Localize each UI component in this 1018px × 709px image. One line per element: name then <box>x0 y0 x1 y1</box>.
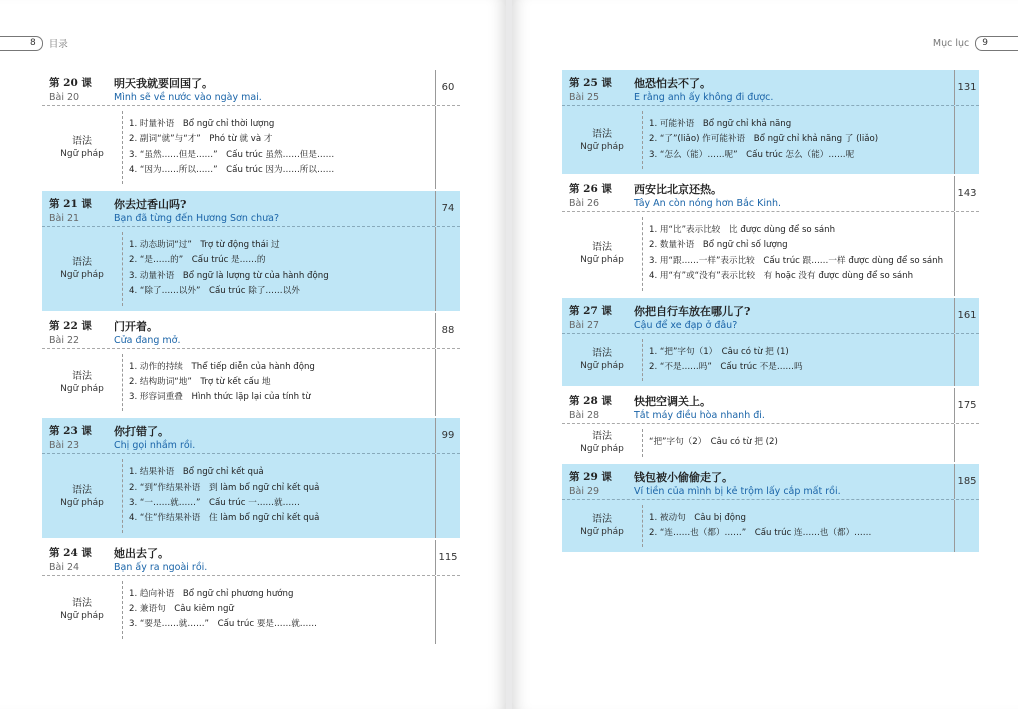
grammar-section <box>42 106 460 189</box>
grammar-list <box>642 111 954 169</box>
grammar-item: 2. 数量补语 Bổ ngữ chỉ số lượng <box>649 240 788 251</box>
lesson-entry[interactable] <box>42 313 460 417</box>
grammar-label-zh: 语法 <box>592 348 612 360</box>
lesson-number-zh: 第 24 课 <box>49 546 92 559</box>
grammar-label <box>562 334 642 387</box>
lesson-number <box>562 388 634 423</box>
grammar-item: 4. “除了……以外” Cấu trúc 除了……以外 <box>129 286 300 297</box>
lesson-title-vi: Mình sẽ về nước vào ngày mai. <box>114 92 262 103</box>
lesson-number-vi: Bài 20 <box>49 92 80 103</box>
grammar-label-zh: 语法 <box>592 431 612 443</box>
lesson-title-zh: 门开着。 <box>114 319 158 333</box>
lesson-page-number: 185 <box>954 464 979 499</box>
grammar-item: 3. “一……就……” Cấu trúc 一……就…… <box>129 498 300 509</box>
table-of-contents-right <box>562 70 979 554</box>
lesson-number-vi: Bài 23 <box>49 440 80 452</box>
grammar-label <box>562 424 642 461</box>
grammar-item: 2. “是……的” Cấu trúc 是……的 <box>129 255 266 266</box>
lesson-number-vi: Bài 22 <box>49 334 80 346</box>
page-number: 9 <box>975 36 1018 51</box>
grammar-item: 4. “因为……所以……” Cấu trúc 因为……所以…… <box>129 164 335 175</box>
lesson-page-number: 88 <box>435 313 460 348</box>
grammar-label <box>562 500 642 553</box>
lesson-title <box>114 540 435 575</box>
grammar-label-zh: 语法 <box>592 514 612 526</box>
grammar-list <box>642 429 954 456</box>
lesson-title <box>634 298 954 333</box>
lesson-title <box>634 70 954 105</box>
grammar-item: 1. “把”字句（1） Câu có từ 把 (1) <box>649 346 789 357</box>
grammar-item: 1. 趋向补语 Bổ ngữ chỉ phương hướng <box>129 588 294 599</box>
lesson-number <box>42 70 114 105</box>
page-number: 8 <box>0 36 43 51</box>
grammar-section <box>42 454 460 537</box>
lesson-title-zh: 明天我就要回国了。 <box>114 77 213 90</box>
grammar-item: 1. 时量补语 Bổ ngữ chỉ thời lượng <box>129 119 275 129</box>
grammar-item: 1. 动作的持续 Thể tiếp diễn của hành động <box>129 361 315 372</box>
grammar-list <box>122 232 435 305</box>
grammar-item: 2. “了”(liǎo) 作可能补语 Bổ ngữ chỉ khả năng 了 (liǎo) <box>649 134 879 145</box>
lesson-number-zh: 第 25 课 <box>569 77 612 89</box>
grammar-list <box>122 459 435 532</box>
grammar-item: 3. 动量补语 Bổ ngữ là lượng từ của hành động <box>129 270 329 281</box>
grammar-item: 1. 可能补语 Bổ ngữ chỉ khả năng <box>649 119 792 129</box>
lesson-title <box>114 70 435 105</box>
lesson-number <box>562 70 634 105</box>
lesson-entry[interactable] <box>42 191 460 310</box>
grammar-label-vi: Ngữ pháp <box>580 361 624 372</box>
grammar-label-vi: Ngữ pháp <box>60 497 104 508</box>
grammar-label <box>562 212 642 296</box>
lesson-number-vi: Bài 28 <box>569 410 600 422</box>
lesson-title-zh: 快把空调关上。 <box>634 395 711 409</box>
grammar-section <box>562 334 979 387</box>
lesson-number-vi: Bài 21 <box>49 213 80 225</box>
lesson-entry[interactable] <box>42 540 460 644</box>
grammar-label-zh: 语法 <box>72 136 92 148</box>
grammar-item: 2. 兼语句 Câu kiêm ngữ <box>129 603 234 614</box>
lesson-number-zh: 第 21 课 <box>49 198 92 211</box>
lesson-entry[interactable] <box>562 388 979 461</box>
grammar-label-zh: 语法 <box>72 484 92 496</box>
grammar-section <box>42 576 460 644</box>
grammar-label <box>42 454 122 537</box>
lesson-entry[interactable] <box>562 464 979 553</box>
lesson-entry[interactable] <box>562 298 979 387</box>
page-column-divider <box>954 106 979 174</box>
lesson-number <box>42 313 114 348</box>
lesson-title <box>114 418 435 453</box>
lesson-number <box>562 176 634 211</box>
grammar-section <box>42 349 460 417</box>
lesson-title-vi: Tắt máy điều hòa nhanh đi. <box>634 410 765 422</box>
lesson-title <box>634 388 954 423</box>
section-title: 目录 <box>48 39 68 50</box>
grammar-item: 1. 用“比”表示比较 比 được dùng để so sánh <box>649 225 836 236</box>
grammar-section <box>42 227 460 310</box>
lesson-number-vi: Bài 24 <box>49 561 80 573</box>
grammar-item: 2. “到”作结果补语 到 làm bổ ngữ chỉ kết quả <box>129 482 320 493</box>
lesson-page-number: 99 <box>435 418 460 453</box>
lesson-number <box>562 464 634 499</box>
grammar-item: “把”字句（2） Câu có từ 把 (2) <box>649 437 778 448</box>
lesson-entry[interactable] <box>562 70 979 174</box>
lesson-number-zh: 第 26 课 <box>569 183 612 196</box>
lesson-header <box>42 70 460 106</box>
grammar-list <box>122 111 435 184</box>
grammar-label-zh: 语法 <box>72 257 92 269</box>
lesson-number-vi: Bài 29 <box>569 485 600 497</box>
lesson-title-vi: Bạn đã từng đến Hương Sơn chưa? <box>114 213 280 225</box>
grammar-label-zh: 语法 <box>592 128 612 140</box>
grammar-label-zh: 语法 <box>72 371 92 383</box>
lesson-title-vi: E rằng anh ấy không đi được. <box>634 92 774 103</box>
grammar-label <box>42 349 122 417</box>
grammar-label <box>562 106 642 174</box>
lesson-number <box>42 540 114 575</box>
grammar-label <box>42 227 122 310</box>
lesson-entry[interactable] <box>42 418 460 537</box>
grammar-item: 3. “怎么（能）……呢” Cấu trúc 怎么（能）……呢 <box>649 149 855 160</box>
lesson-number-zh: 第 29 课 <box>569 470 612 483</box>
lesson-title-zh: 他恐怕去不了。 <box>634 77 711 90</box>
lesson-title-vi: Bạn ấy ra ngoài rồi. <box>114 561 208 573</box>
lesson-title-vi: Tây An còn nóng hơn Bắc Kinh. <box>634 198 782 210</box>
page-column-divider <box>954 212 979 296</box>
lesson-header <box>562 464 979 500</box>
grammar-item: 4. 用“有”或“没有”表示比较 有 hoặc 没有 được dùng để so sánh <box>649 271 914 282</box>
grammar-item: 2. “连……也（都）……” Cấu trúc 连……也（都）…… <box>649 527 872 538</box>
lesson-header <box>562 176 979 212</box>
lesson-page-number: 161 <box>954 298 979 333</box>
grammar-label-vi: Ngữ pháp <box>580 141 624 152</box>
lesson-title-zh: 你去过香山吗? <box>114 198 187 212</box>
grammar-item: 1. 结果补语 Bổ ngữ chỉ kết quả <box>129 467 264 478</box>
lesson-number-vi: Bài 26 <box>569 198 600 210</box>
grammar-list <box>122 354 435 412</box>
lesson-page-number: 175 <box>954 388 979 423</box>
grammar-label-vi: Ngữ pháp <box>60 611 104 622</box>
lesson-page-number: 74 <box>435 191 460 226</box>
lesson-number-zh: 第 20 课 <box>49 77 92 89</box>
lesson-title-zh: 你打错了。 <box>114 425 169 439</box>
grammar-item: 2. 结构助词“地” Trợ từ kết cấu 地 <box>129 376 271 387</box>
lesson-title <box>634 176 954 211</box>
grammar-section <box>562 212 979 296</box>
page-column-divider <box>954 424 979 461</box>
grammar-label-vi: Ngữ pháp <box>580 444 624 455</box>
lesson-title-vi: Cậu để xe đạp ở đâu? <box>634 319 738 331</box>
lesson-number-zh: 第 27 课 <box>569 304 612 317</box>
grammar-label-zh: 语法 <box>592 242 612 254</box>
lesson-number <box>42 418 114 453</box>
grammar-list <box>642 339 954 382</box>
page-column-divider <box>435 349 460 417</box>
lesson-page-number: 131 <box>954 70 979 105</box>
lesson-title <box>114 191 435 226</box>
grammar-label-vi: Ngữ pháp <box>60 149 104 160</box>
lesson-header <box>562 298 979 334</box>
lesson-page-number: 143 <box>954 176 979 211</box>
lesson-entry[interactable] <box>42 70 460 189</box>
lesson-title-vi: Chị gọi nhầm rồi. <box>114 440 196 452</box>
lesson-title-zh: 钱包被小偷偷走了。 <box>634 470 733 484</box>
grammar-item: 1. 被动句 Câu bị động <box>649 512 746 523</box>
right-page <box>512 0 1018 709</box>
lesson-title-zh: 她出去了。 <box>114 546 169 560</box>
left-page-header <box>0 36 68 50</box>
grammar-section <box>562 500 979 553</box>
grammar-section <box>562 106 979 174</box>
lesson-header <box>562 388 979 424</box>
lesson-number-vi: Bài 25 <box>569 92 600 103</box>
lesson-number-zh: 第 28 课 <box>569 395 612 408</box>
grammar-label-vi: Ngữ pháp <box>60 384 104 395</box>
grammar-label <box>42 106 122 189</box>
grammar-label-vi: Ngữ pháp <box>580 255 624 266</box>
grammar-item: 3. 形容词重叠 Hình thức lặp lại của tính từ <box>129 392 311 403</box>
lesson-header <box>42 418 460 454</box>
left-page <box>0 0 506 709</box>
grammar-section <box>562 424 979 461</box>
grammar-list <box>642 217 954 291</box>
grammar-list <box>122 581 435 639</box>
grammar-item: 3. “虽然……但是……” Cấu trúc 虽然……但是…… <box>129 149 335 160</box>
lesson-header <box>562 70 979 106</box>
page-column-divider <box>435 576 460 644</box>
lesson-number <box>562 298 634 333</box>
lesson-title-zh: 西安比北京还热。 <box>634 183 722 197</box>
lesson-number-vi: Bài 27 <box>569 319 600 331</box>
lesson-page-number: 115 <box>435 540 460 575</box>
lesson-title-vi: Cửa đang mở. <box>114 334 181 346</box>
lesson-title <box>634 464 954 499</box>
grammar-label-vi: Ngữ pháp <box>60 270 104 281</box>
lesson-header <box>42 540 460 576</box>
lesson-title <box>114 313 435 348</box>
grammar-label-vi: Ngữ pháp <box>580 527 624 538</box>
grammar-item: 1. 动态助词“过” Trợ từ động thái 过 <box>129 240 280 251</box>
table-of-contents-left <box>42 70 460 646</box>
grammar-item: 3. “要是……就……” Cấu trúc 要是……就…… <box>129 619 317 630</box>
page-column-divider <box>435 454 460 537</box>
grammar-list <box>642 505 954 548</box>
lesson-title-vi: Ví tiền của mình bị kẻ trộm lấy cắp mất rồi. <box>634 485 841 497</box>
right-page-header <box>933 36 1018 50</box>
grammar-item: 4. “住”作结果补语 住 làm bổ ngữ chỉ kết quả <box>129 513 320 524</box>
page-column-divider <box>954 500 979 553</box>
page-column-divider <box>435 106 460 189</box>
lesson-number <box>42 191 114 226</box>
lesson-header <box>42 191 460 227</box>
lesson-page-number: 60 <box>435 70 460 105</box>
grammar-label-zh: 语法 <box>72 598 92 610</box>
lesson-entry[interactable] <box>562 176 979 296</box>
grammar-item: 2. “不是……吗” Cấu trúc 不是……吗 <box>649 361 803 372</box>
lesson-number-zh: 第 23 课 <box>49 425 92 438</box>
grammar-item: 3. 用“跟……一样”表示比较 Cấu trúc 跟……一样 được dùng để so sánh <box>649 255 944 266</box>
grammar-item: 2. 副词“就”与“才” Phó từ 就 và 才 <box>129 134 273 145</box>
lesson-title-zh: 你把自行车放在哪儿了? <box>634 304 751 318</box>
page-column-divider <box>435 227 460 310</box>
page-column-divider <box>954 334 979 387</box>
grammar-label <box>42 576 122 644</box>
section-title: Mục lục <box>932 37 970 49</box>
lesson-header <box>42 313 460 349</box>
lesson-number-zh: 第 22 课 <box>49 319 92 332</box>
